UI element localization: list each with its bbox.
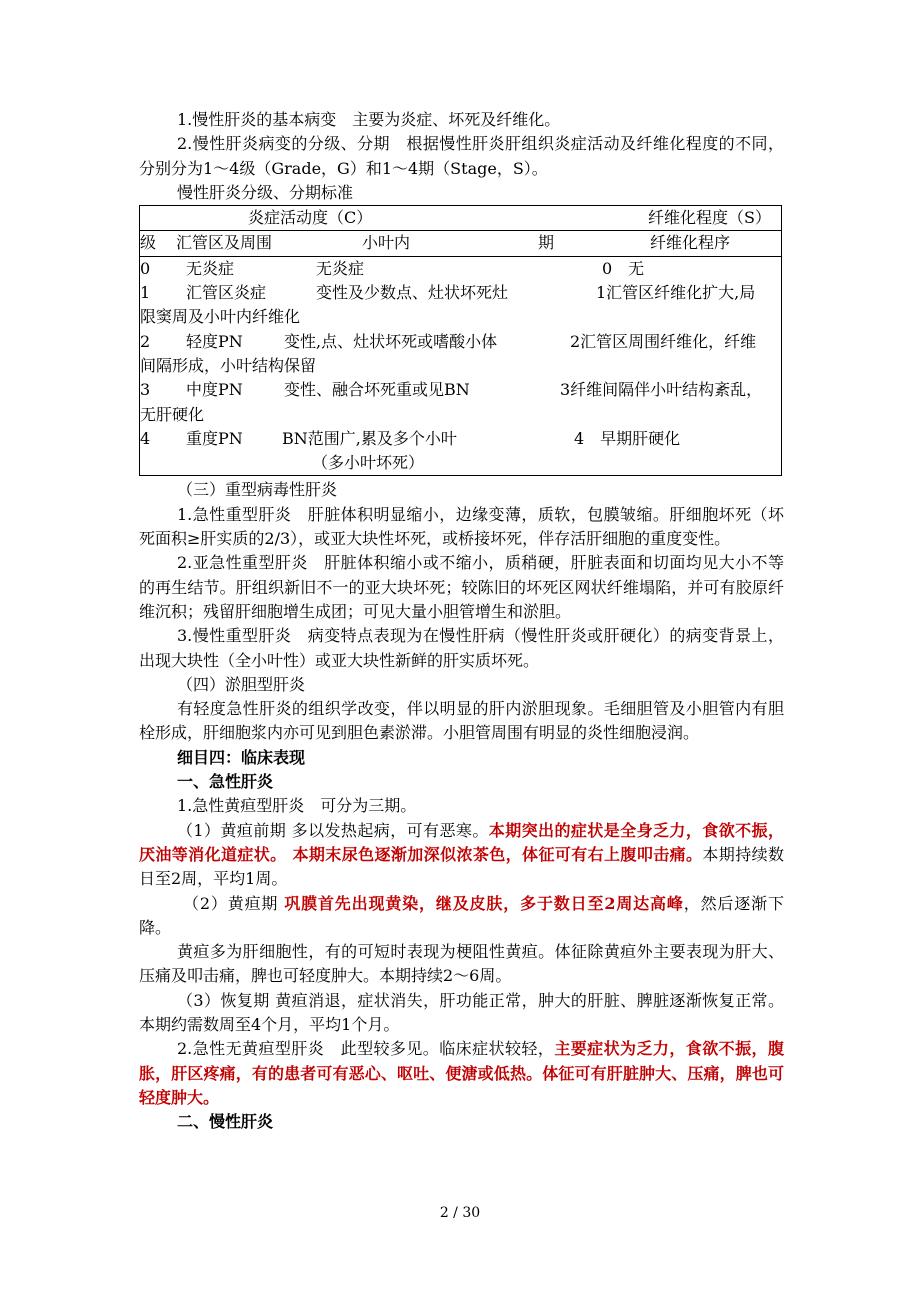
cell-portal: 轻度PN [186,331,243,351]
table-row-continuation [140,451,781,475]
table-row [140,427,781,451]
table-header-row [140,206,781,231]
cell-portal: 中度PN [186,380,243,400]
cell-portal: 无炎症 [186,258,235,278]
cell-portal: 重度PN [186,428,243,448]
paragraph-recovery: （3）恢复期 黄疸消退，症状消失，肝功能正常，肿大的肝脏、脾脏逐渐恢复正常。本期约需数周至4个月，平均1个月。 [139,990,784,1034]
cell-lobule: 变性及少数点、灶状坏死灶 [316,283,509,303]
col-fibrosis: 纤维化程序 [650,233,731,253]
paragraph-chronic-severe: 3.慢性重型肝炎 病变特点表现为在慢性肝病（慢性肝炎或肝硬化）的病变背景上，出现大块性（全小叶性）或亚大块性新鲜的肝实质坏死。 [139,626,784,670]
table-row-continuation [140,403,781,427]
cell-lobule: 无炎症 [316,258,365,278]
paragraph-grading: 2.慢性肝炎病变的分级、分期 根据慢性肝炎肝组织炎症活动及纤维化程度的不同，分别分为1～4级（Grade，G）和1～4期（Stage，S）。 [139,134,784,178]
section-heading-severe: （三）重型病毒性肝炎 [177,480,338,500]
paragraph-jaundice-detail: 黄疸多为肝细胞性，有的可短时表现为梗阻性黄疸。体征除黄疸外主要表现为肝大、压痛及叩击痛，脾也可轻度肿大。本期持续2～6周。 [139,942,784,986]
col-grade: 级 [140,233,157,253]
col-portal: 汇管区及周围 [176,233,273,253]
cell-grade: 3 [140,380,151,400]
table-row [140,281,781,305]
header-fibrosis: 纤维化程度（S） [648,208,771,228]
jaundice-highlight: 巩膜首先出现黄染，继及皮肤，多于数日至2周达高峰 [284,893,684,913]
cell-grade: 1 [140,283,151,303]
chronic-heading: 二、慢性肝炎 [177,1112,274,1132]
cell-lobule: BN范围广,累及多个小叶 [282,428,457,448]
clinical-title: 细目四：临床表现 [177,747,306,767]
header-inflammation: 炎症活动度（C） [248,208,373,228]
cell-grade: 2 [140,331,151,351]
table-row [140,378,781,402]
paragraph-acute-severe: 1.急性重型肝炎 肝脏体积明显缩小，边缘变薄，质软，包膜皱缩。肝细胞坏死（坏死面积≥肝实质的2/3），或亚大块性坏死，或桥接坏死，伴存活肝细胞的重度变性。 [139,504,784,549]
paragraph-jaundice [139,892,784,941]
section-heading-cholestatic: （四）淤胆型肝炎 [177,674,306,694]
anicteric-highlight: 主要症状为乏力，食欲不振，腹胀，肝区疼痛，有的患者可有恶心、呕吐、便溏或低热。体征可有肝脏肿大、压痛，脾也可轻度肿大。 [139,1039,784,1107]
table-row [140,257,781,281]
cell-lobule: 变性、融合坏死重或见BN [284,380,470,400]
jaundice-intro: （2）黄疸期 [183,893,285,913]
paragraph-subacute-severe: 2.亚急性重型肝炎 肝脏体积缩小或不缩小，质稍硬，肝脏表面和切面均见大小不等的再生结节。肝组织新旧不一的亚大块坏死；较陈旧的坏死区网状纤维塌陷，并可有胶原纤维沉积；残留肝细胞增生成团；可见大量小胆管增生和淤胆。 [139,553,784,621]
page-number: 2 / 30 [439,1205,481,1221]
cell-stage-cont: 限窦周及小叶内纤维化 [140,307,301,327]
paragraph-cholestatic: 有轻度急性肝炎的组织学改变，伴以明显的肝内淤胆现象。毛细胆管及小胆管内有胆栓形成，肝细胞浆内亦可见到胆色素淤滞。小胆管周围有明显的炎性细胞浸润。 [139,699,784,743]
paragraph-icteric: 1.急性黄疸型肝炎 可分为三期。 [177,796,417,816]
table-subheader-row [140,231,781,256]
acute-heading: 一、急性肝炎 [177,772,274,792]
cell-stage-cont: 无肝硬化 [140,404,205,424]
paragraph-basic-lesion: 1.慢性肝炎的基本病变 主要为炎症、坏死及纤维化。 [177,110,561,129]
table-caption: 慢性肝炎分级、分期标准 [177,182,354,202]
paragraph-anicteric [139,1037,784,1110]
cell-grade: 0 [140,258,151,278]
document-page [139,108,784,1134]
pre-icteric-intro: （1）黄疸前期 多以发热起病，可有恶寒。 [177,820,489,840]
cell-stage: 4 早期肝硬化 [574,428,681,448]
cell-stage-cont: 间隔形成，小叶结构保留 [140,355,317,375]
paragraph-pre-icteric [139,819,784,892]
table-row-continuation [140,305,781,329]
grading-table [139,205,782,476]
jaundice-tail: ，然后逐渐下降。 [139,893,784,937]
cell-stage: 1汇管区纤维化扩大,局 [596,283,756,303]
table-row [140,330,781,354]
cell-lobule-cont: （多小叶坏死） [312,453,425,473]
cell-portal: 汇管区炎症 [186,283,267,303]
cell-lobule: 变性,点、灶状坏死或嗜酸小体 [284,331,498,351]
cell-stage: 3纤维间隔伴小叶结构紊乱， [560,380,763,400]
anicteric-intro: 2.急性无黄疸型肝炎 此型较多见。临床症状较轻， [177,1039,555,1059]
pre-icteric-duration: 本期持续数日至2周，平均1周。 [139,844,784,889]
col-stage: 期 [538,233,555,253]
cell-stage: 0 无 [602,258,645,278]
cell-grade: 4 [140,428,151,448]
pre-icteric-highlight: 本期突出的症状是全身乏力，食欲不振，厌油等消化道症状。 本期末尿色逐渐加深似浓茶色，体征可有右上腹叩击痛。 [139,820,784,864]
table-row-continuation [140,354,781,378]
cell-stage: 2汇管区周围纤维化，纤维 [570,331,757,351]
col-lobule: 小叶内 [362,233,411,253]
